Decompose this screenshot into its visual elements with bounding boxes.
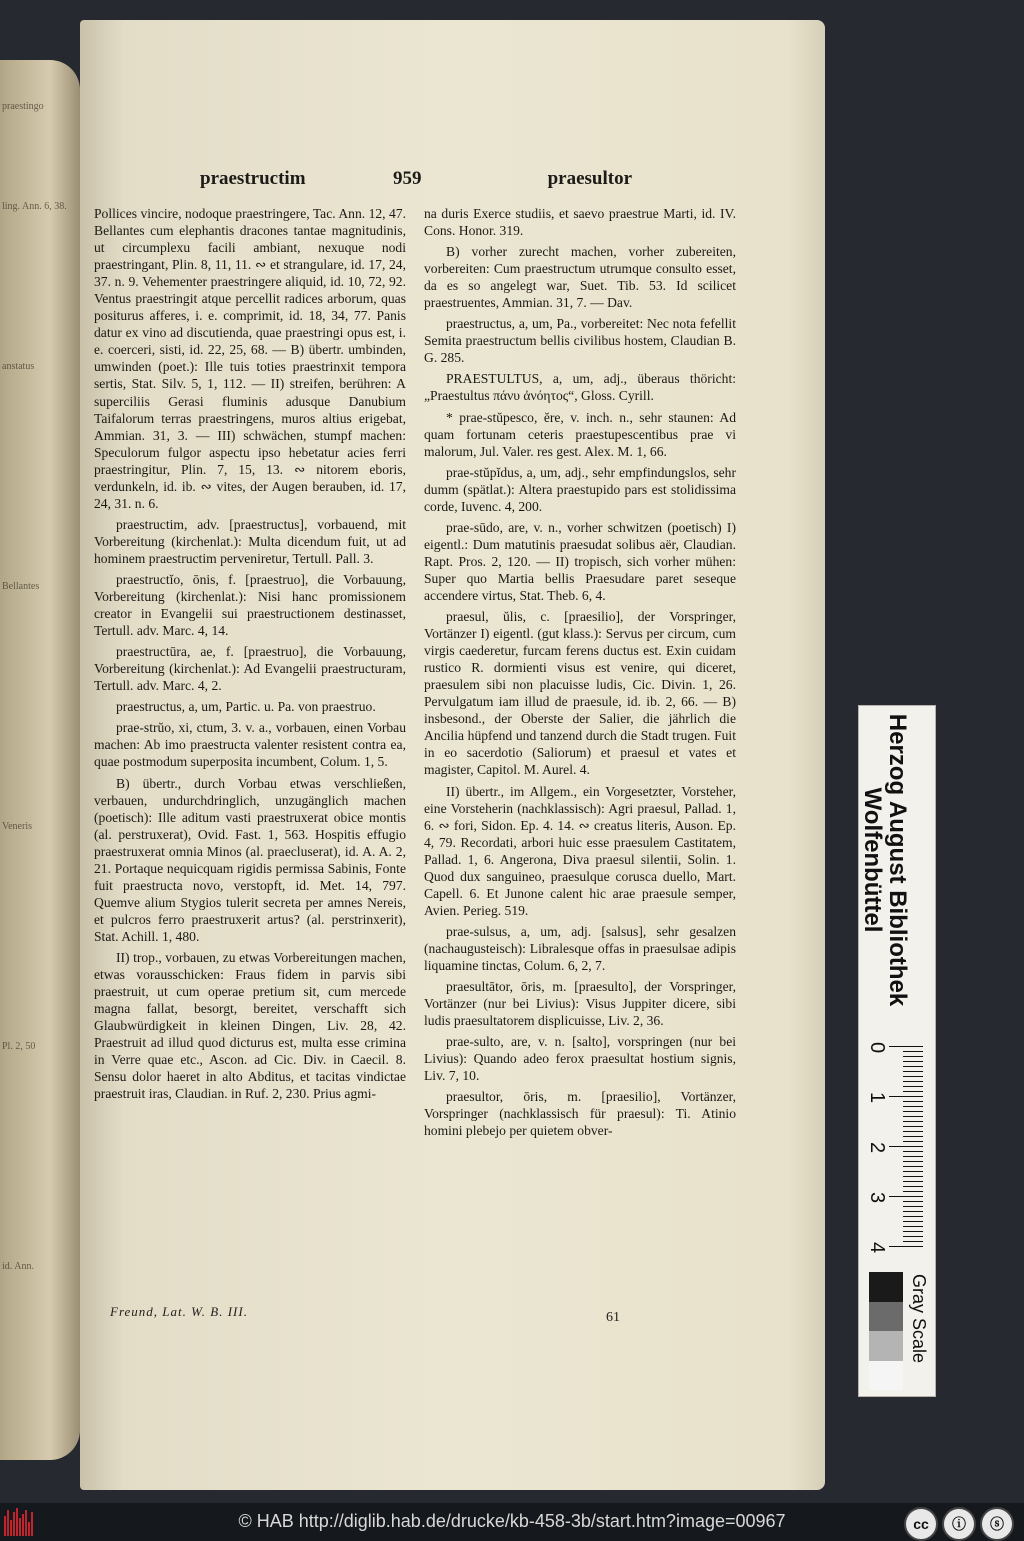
by-attribution-icon: ⓘ [942, 1507, 976, 1541]
library-name-line2: Wolfenbüttel [859, 787, 886, 933]
scale-tick [903, 1081, 923, 1082]
facing-page-edge [0, 60, 80, 1460]
gray-scale-label: Gray Scale [909, 1274, 929, 1364]
right-column [424, 205, 736, 1139]
page-number: 959 [393, 168, 422, 189]
entry-continuation: na duris Exerce studiis, et saevo praestrue Marti, id. IV. Cons. Honor. 319. [424, 206, 736, 239]
scale-number: 0 [866, 1041, 889, 1054]
scale-tick [903, 1106, 923, 1107]
scale-tick [903, 1151, 923, 1152]
scale-tick [889, 1196, 923, 1197]
scale-tick [903, 1101, 923, 1102]
license-badge[interactable] [904, 1507, 1014, 1541]
entry-praesultator: praesultātor, ōris, m. [praesulto], der Vorspringer, Vortänzer (nur bei Livius): Visus Juppiter dicere, sibi ludis praesultatorem displicuisse, Liv. 2, 36. [424, 979, 736, 1029]
facing-page-fragment: anstatus [2, 361, 35, 372]
entry-praestructura: praestructūra, ae, f. [praestruo], die Vorbauung, Vorbereitung (kirchenlat.): Ad Evangelii praestructuram, Tertull. adv. Marc. 4, 2. [94, 644, 406, 694]
entry-praesulsus: prae-sulsus, a, um, adj. [salsus], sehr gesalzen (nachaugusteisch): Libralesque offas in praesulsae adipis liquamine tinctas, Colum. 6, 2, 7. [424, 923, 736, 973]
entry-praestruo-b: B) übertr., durch Vorbau etwas verschließen, verbauen, undurchdringlich, unzugänglich machen (poetisch): Ille aditum vasti praestruxerat obice montis (al. perstruxerat), Ovid. Fast. 1, 563. Hospitis effugio praestruxerat omnia Minos (al. praecluserat), id. A. A. 2, 21. Portaque nequicquam rigidis permissa Sabinis, Fonte fuit praestructa novo, verstopft, id. Met. 14, 797. Quemve alium Stygios tulerit secreta per amnes Nereis, et pulcros ferro praestruxerit artus? (al. perstrinxerit), Stat. Achill. 1, 480. [94, 775, 406, 944]
scale-number: 2 [866, 1141, 889, 1154]
gray-patch [869, 1331, 903, 1361]
left-column [94, 205, 406, 1102]
gray-scale-patches [869, 1272, 903, 1390]
scale-tick [889, 1146, 923, 1147]
color-reference-ruler [858, 705, 936, 1397]
scale-tick [903, 1066, 923, 1067]
scale-tick [903, 1171, 923, 1172]
entry-praestruo-b2: B) vorher zurecht machen, vorher zubereiten, vorbereiten: Cum praestructum utrumque consulto esset, da es so angelegt war, Suet. Tib. 53. Id scilicet praestruentes, Ammian. 31, 7. — Dav. [424, 244, 736, 311]
running-head-left: praestructim [200, 168, 306, 189]
scale-tick [903, 1141, 923, 1142]
scale-tick [903, 1206, 923, 1207]
scale-tick [903, 1191, 923, 1192]
entry-praestultus: PRAESTULTUS, a, um, adj., überaus thöricht: „Praestultus πάνυ ἀνόητος“, Gloss. Cyrill. [424, 371, 736, 404]
entry-praestruo-ii: II) trop., vorbauen, zu etwas Vorbereitungen machen, etwas vorausschicken: Fraus fidem in parvis sibi praestruit, ut cum operae pretium sit, cum mercede magna fallat, besorgt, bereitet, verschafft sich Glaubwürdigkeit in kleinen Dingen, Liv. 28, 42. Praestruit ad illud quod dicturus est, multa esse crimina in Verre quae etc., Ascon. ad Cic. Div. in Caecil. 8. Sensu dolor haeret in alto Abditus, et tacitas vindictae praestruit iras, Claudian. in Ruf. 2, 230. Prius agmi- [94, 949, 406, 1102]
share-alike-icon: ⓢ [980, 1507, 1014, 1541]
gray-patch [869, 1302, 903, 1332]
scale-tick [903, 1116, 923, 1117]
scale-tick [903, 1061, 923, 1062]
facing-page-fragment: id. Ann. [2, 1261, 34, 1272]
scale-tick [903, 1156, 923, 1157]
entry-praestruo: prae-strŭo, xi, ctum, 3. v. a., vorbauen, einen Vorbau machen: Ab imo praestructa valenter resistent contra ea, quae postmodum superposita incumbent, Colum. 1, 5. [94, 720, 406, 770]
scale-tick [903, 1181, 923, 1182]
scale-tick [903, 1241, 923, 1242]
entry-praestructus: praestructus, a, um, Partic. u. Pa. von praestruo. [116, 699, 376, 715]
facing-page-fragment: Veneris [2, 821, 32, 832]
scale-tick [903, 1111, 923, 1112]
scale-tick [903, 1071, 923, 1072]
facing-page-fragment: praestingo [2, 101, 44, 112]
scale-tick [903, 1121, 923, 1122]
scale-tick [903, 1131, 923, 1132]
scale-tick [903, 1161, 923, 1162]
entry-praestupesco: * prae-stŭpesco, ĕre, v. inch. n., sehr staunen: Ad quam fortunam ceteris praestupescentibus prae vi malorum, Jul. Valer. res gest. Alex. M. 1, 66. [424, 409, 736, 459]
scale-tick [903, 1226, 923, 1227]
entry-praesultor: praesultor, ōris, m. [praesilio], Vortänzer, Vorspringer (nachklassisch für praesul): Ti. Atinio homini plebejo per quietem obver- [424, 1089, 736, 1139]
library-name [859, 706, 935, 1036]
scale-tick [903, 1166, 923, 1167]
viewer-footer-bar [0, 1503, 1024, 1541]
scale-tick [903, 1176, 923, 1177]
entry-continuation: Pollices vincire, nodoque praestringere, Tac. Ann. 12, 47. Bellantes cum elephantis dracones tantae magnitudinis, ut circumplexu facili ambiant, nexuque nodi praestringant, Plin. 8, 11, 11. ∾ et strangulare, id. 17, 24, 37. n. 9. Vehementer praestringere aliquid, id. 10, 72, 92. Ventus praestringit atque percellit radices arborum, quas positurus afferes, i. e. comprimit, id. 18, 34, 77. Panis datur ex vino ad discutienda, quae praestringi opus est, i. e. coerceri, sisti, id. 22, 25, 68. — B) übertr. umbinden, umwinden (poet.): Ille tuis toties praestrinxit tempora sertis, Stat. Silv. 5, 1, 112. — II) streifen, berühren: A superciliis Gerasi fluminis adusque Danubium Taifalorum terras praestringens, muros altius erigebat, Ammian. 31, 3. — III) schwächen, stumpf machen: Speculorum fulgor aspectu ipso hebetatur acies ferri praestringitur, Plin. 7, 15, 13. ∾ nitorem eboris, verdunkeln, id. ib. ∾ vites, der Augen berauben, id. 17, 24, 31. n. 6. [94, 206, 406, 511]
entry-praesul: praesul, ŭlis, c. [praesilio], der Vorspringer, Vortänzer I) eigentl. (gut klass.): Servus per circum, cum virgis caederetur, furcam ferens ductus est. Exin cuidam rustico R. dormienti visus est venire, qui diceret, praesulem sibi non placuisse ludis, Cic. Divin. 1, 26. Pervulgatum iam illud de praesule, id. ib. 2, 66. — B) insbesond., der Oberste der Salier, die jährlich die Ancilia hüpfend und tanzend durch die Stadt trugen. Fuit in eo sacerdotio (Saliorum) et praesul et vates et magister, Capitol. M. Aurel. 4. [424, 609, 736, 778]
entry-praesudo: prae-sūdo, are, v. n., vorher schwitzen (poetisch) I) eigentl.: Dum matutinis praesudat solibus aër, Claudian. Rapt. Pros. 2, 120. — II) tropisch, sich vorher mühen: Super quo Martia bellis Praesudare paret seseque accendere virtus, Stat. Theb. 6, 4. [424, 519, 736, 603]
scale-tick [889, 1046, 923, 1047]
source-url[interactable]: © HAB http://diglib.hab.de/drucke/kb-458-3b/start.htm?image=00967 [238, 1511, 786, 1531]
scale-tick [903, 1211, 923, 1212]
signature-mark: Freund, Lat. W. B. III. [110, 1304, 248, 1319]
library-name-line1: Herzog August Bibliothek [884, 713, 911, 1007]
scale-tick [903, 1051, 923, 1052]
scale-number: 1 [866, 1091, 889, 1104]
scale-tick [903, 1086, 923, 1087]
entry-praestructim: praestructim, adv. [praestructus], vorbauend, mit Vorbereitung (kirchenlat.): Multa dicendum fuit, ut ad hominem praestructim perveniretur, Tertull. Pall. 3. [94, 516, 406, 566]
scale-tick [903, 1076, 923, 1077]
scale-tick [889, 1246, 923, 1247]
running-head-right: praesultor [547, 168, 632, 189]
centimeter-scale [859, 1036, 935, 1266]
entry-praestructio: praestructĭo, ōnis, f. [praestruo], die Vorbauung, Vorbereitung (kirchenlat.): Nisi hanc promissionem creator in Evangelii sui praestructionem destinasset, Tertull. adv. Marc. 4, 14. [94, 571, 406, 639]
running-head [200, 168, 640, 192]
scale-tick [903, 1136, 923, 1137]
facing-page-fragment: Bellantes [2, 581, 40, 592]
scale-tick [903, 1126, 923, 1127]
entry-praesulto: prae-sulto, are, v. n. [salto], vorspringen (nur bei Livius): Quando adeo ferox praesultat hostium signis, Liv. 7, 10. [424, 1034, 736, 1084]
scale-tick [903, 1216, 923, 1217]
scale-tick [889, 1096, 923, 1097]
gray-patch [869, 1361, 903, 1391]
scale-number: 4 [866, 1241, 889, 1254]
entry-praestructus-pa: praestructus, a, um, Pa., vorbereitet: Nec nota fefellit Semita praestructum bellis civilibus hostem, Claudian B. G. 285. [424, 316, 736, 366]
entry-praesul-ii: II) übertr., im Allgem., ein Vorgesetzter, Vorsteher, eine Vorsteherin (nachklassisch): Agri praesul, Pallad. 1, 6. ∾ fori, Sidon. Ep. 4. 14. ∾ creatus literis, Auson. Ep. 4, 79. Recordati, arbori huic esse praesulem Castitatem, Pallad. 1, 6. Angerona, Diva praesul silentii, Solin. 1. Quod dux sanguineo, praesulque corusca duello, Mart. Capell. 6. Et Junone calent hic arae praesule semper, Avien. Perieg. 519. [424, 783, 736, 918]
gray-patch [869, 1272, 903, 1302]
scale-tick [903, 1231, 923, 1232]
facing-page-fragment: Pl. 2, 50 [2, 1041, 36, 1052]
scale-tick [903, 1236, 923, 1237]
sheet-number: 61 [606, 1310, 620, 1325]
scale-tick [903, 1091, 923, 1092]
facing-page-fragment: ling. Ann. 6, 38. [2, 201, 67, 212]
scale-tick [903, 1221, 923, 1222]
cc-icon: cc [904, 1507, 938, 1541]
scale-number: 3 [866, 1191, 889, 1204]
entry-praestupidus: prae-stŭpĭdus, a, um, adj., sehr empfindungslos, sehr dumm (spätlat.): Altera praestupido pars est stolidissima corde, Iuvenc. 4, 200. [424, 464, 736, 514]
scale-tick [903, 1186, 923, 1187]
scale-tick [903, 1201, 923, 1202]
scale-tick [903, 1056, 923, 1057]
